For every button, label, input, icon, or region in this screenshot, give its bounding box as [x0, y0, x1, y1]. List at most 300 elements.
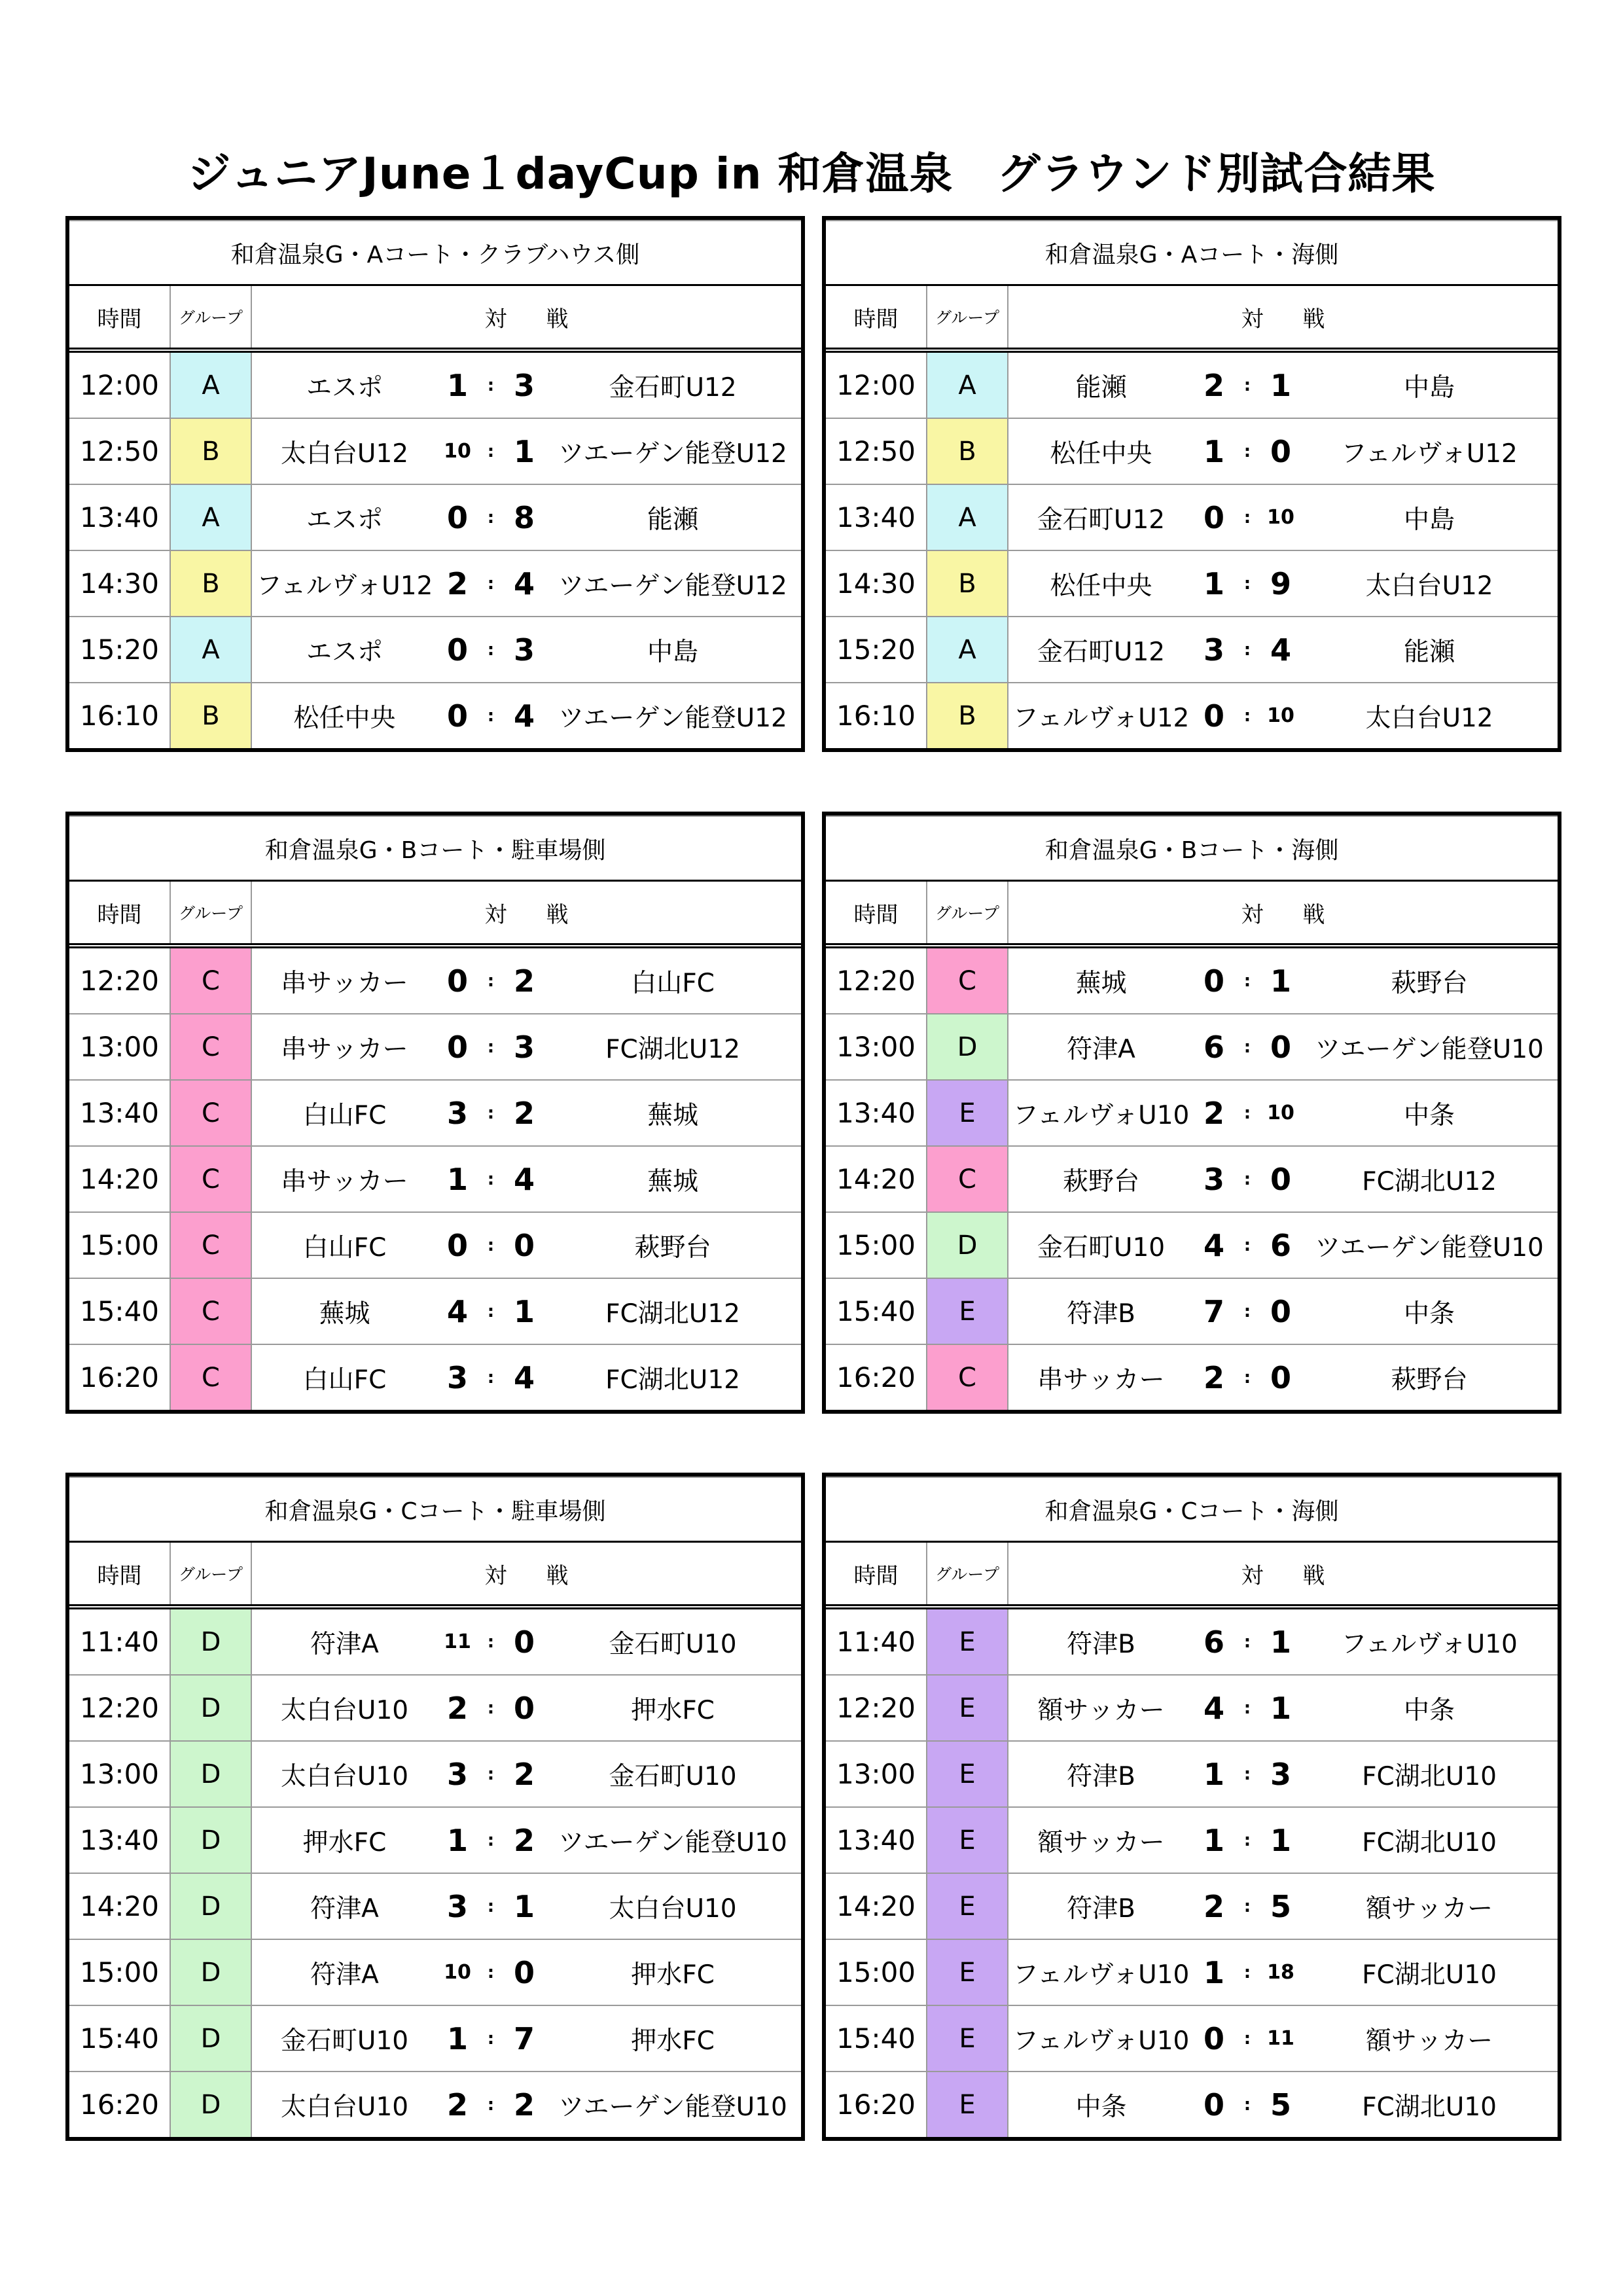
court-title: 和倉温泉G・Bコート・駐車場側: [69, 816, 801, 881]
match-row: [826, 1278, 1558, 1344]
away-team: ツエーゲン能登U10: [544, 2072, 801, 2137]
score-separator: :: [478, 1146, 504, 1212]
away-score: 1: [1260, 1675, 1301, 1741]
panel-title-row: [69, 1477, 801, 1542]
match-row: [826, 550, 1558, 617]
match-row: [826, 1212, 1558, 1278]
score-separator: :: [478, 550, 504, 617]
home-team: 中条: [1008, 2072, 1194, 2137]
match-row: [69, 2072, 801, 2137]
match-time: 16:20: [826, 2072, 927, 2137]
home-team: フェルヴォU12: [1008, 683, 1194, 748]
group-label: B: [170, 683, 251, 748]
match-row: [826, 1741, 1558, 1807]
header-time: 時間: [69, 285, 170, 351]
away-score: 2: [504, 1741, 544, 1807]
group-label: D: [170, 2005, 251, 2072]
court-title: 和倉温泉G・Cコート・海側: [826, 1477, 1558, 1542]
score-separator: :: [1234, 1873, 1260, 1939]
match-time: 16:20: [69, 2072, 170, 2137]
home-score: 0: [1194, 2005, 1234, 2072]
away-team: FC湖北U12: [544, 1344, 801, 1410]
home-team: 串サッカー: [251, 1146, 437, 1212]
home-team: 松任中央: [1008, 550, 1194, 617]
group-label: C: [927, 946, 1008, 1014]
home-team: 金石町U12: [1008, 484, 1194, 550]
score-separator: :: [478, 2005, 504, 2072]
away-team: 太白台U12: [1301, 683, 1558, 748]
home-score: 3: [437, 1741, 478, 1807]
home-team: 白山FC: [251, 1344, 437, 1410]
score-separator: :: [478, 484, 504, 550]
away-score: 3: [504, 350, 544, 418]
home-team: 白山FC: [251, 1212, 437, 1278]
group-label: C: [170, 1212, 251, 1278]
home-team: 萩野台: [1008, 1146, 1194, 1212]
home-team: 太白台U10: [251, 1741, 437, 1807]
match-row: [826, 1344, 1558, 1410]
results-table: [826, 1477, 1558, 2137]
score-separator: :: [478, 1278, 504, 1344]
away-team: 押水FC: [544, 1939, 801, 2005]
home-team: 松任中央: [251, 683, 437, 748]
home-team: 白山FC: [251, 1080, 437, 1146]
column-header-row: [69, 1542, 801, 1607]
home-score: 10: [437, 418, 478, 484]
away-score: 10: [1260, 683, 1301, 748]
away-team: 能瀬: [544, 484, 801, 550]
home-team: フェルヴォU10: [1008, 1080, 1194, 1146]
match-row: [826, 484, 1558, 550]
match-row: [826, 1080, 1558, 1146]
header-time: 時間: [826, 285, 927, 351]
group-label: E: [927, 1675, 1008, 1741]
home-team: 符津A: [251, 1607, 437, 1675]
column-header-row: [826, 285, 1558, 351]
court-panel: [65, 1473, 805, 2141]
home-score: 6: [1194, 1014, 1234, 1080]
group-label: D: [170, 1741, 251, 1807]
home-team: 金石町U12: [1008, 617, 1194, 683]
match-row: [826, 683, 1558, 748]
match-time: 15:00: [826, 1939, 927, 2005]
header-match: 対戦: [251, 285, 801, 351]
away-score: 3: [504, 617, 544, 683]
match-row: [826, 1873, 1558, 1939]
score-separator: :: [478, 1939, 504, 2005]
court-title: 和倉温泉G・Bコート・海側: [826, 816, 1558, 881]
column-header-row: [69, 881, 801, 946]
score-separator: :: [478, 1080, 504, 1146]
home-team: 串サッカー: [251, 1014, 437, 1080]
match-time: 13:00: [69, 1014, 170, 1080]
home-team: 蕪城: [1008, 946, 1194, 1014]
match-row: [69, 1080, 801, 1146]
away-score: 1: [504, 418, 544, 484]
header-group: グループ: [170, 881, 251, 946]
group-label: C: [927, 1146, 1008, 1212]
away-score: 4: [504, 1344, 544, 1410]
group-label: A: [927, 617, 1008, 683]
group-label: C: [927, 1344, 1008, 1410]
match-time: 13:40: [69, 1807, 170, 1873]
home-team: 符津A: [251, 1873, 437, 1939]
score-separator: :: [1234, 1278, 1260, 1344]
score-separator: :: [1234, 1807, 1260, 1873]
away-score: 0: [1260, 418, 1301, 484]
group-label: A: [927, 350, 1008, 418]
match-time: 14:20: [69, 1873, 170, 1939]
match-row: [69, 946, 801, 1014]
away-team: FC湖北U10: [1301, 1741, 1558, 1807]
match-time: 12:20: [69, 1675, 170, 1741]
home-score: 3: [437, 1344, 478, 1410]
match-row: [69, 1014, 801, 1080]
court-panel: [65, 216, 805, 752]
away-team: 中島: [544, 617, 801, 683]
home-score: 4: [1194, 1212, 1234, 1278]
away-team: 額サッカー: [1301, 1873, 1558, 1939]
match-time: 12:50: [826, 418, 927, 484]
away-team: 太白台U12: [1301, 550, 1558, 617]
score-separator: :: [1234, 1344, 1260, 1410]
away-score: 1: [1260, 1807, 1301, 1873]
match-time: 12:00: [69, 350, 170, 418]
match-row: [826, 1146, 1558, 1212]
group-label: B: [927, 418, 1008, 484]
score-separator: :: [478, 1675, 504, 1741]
home-score: 1: [1194, 1741, 1234, 1807]
home-team: 松任中央: [1008, 418, 1194, 484]
away-score: 2: [504, 2072, 544, 2137]
match-time: 15:00: [826, 1212, 927, 1278]
home-team: エスポ: [251, 617, 437, 683]
home-team: 串サッカー: [251, 946, 437, 1014]
home-team: 符津B: [1008, 1278, 1194, 1344]
score-separator: :: [1234, 1675, 1260, 1741]
match-row: [69, 418, 801, 484]
match-row: [826, 1939, 1558, 2005]
away-score: 0: [504, 1607, 544, 1675]
match-time: 13:00: [69, 1741, 170, 1807]
results-table: [69, 1477, 801, 2137]
court-panel: [822, 1473, 1561, 2141]
score-separator: :: [478, 1873, 504, 1939]
match-time: 13:40: [69, 1080, 170, 1146]
match-time: 13:40: [826, 484, 927, 550]
match-row: [826, 418, 1558, 484]
home-team: 押水FC: [251, 1807, 437, 1873]
away-score: 2: [504, 1807, 544, 1873]
match-row: [69, 683, 801, 748]
match-time: 11:40: [69, 1607, 170, 1675]
match-time: 13:40: [69, 484, 170, 550]
away-team: 能瀬: [1301, 617, 1558, 683]
group-label: E: [927, 2072, 1008, 2137]
group-label: B: [170, 418, 251, 484]
group-label: E: [927, 1807, 1008, 1873]
court-title: 和倉温泉G・Aコート・海側: [826, 221, 1558, 285]
away-team: 額サッカー: [1301, 2005, 1558, 2072]
match-row: [69, 484, 801, 550]
group-label: A: [170, 484, 251, 550]
home-team: 額サッカー: [1008, 1675, 1194, 1741]
court-panel: [822, 216, 1561, 752]
match-row: [69, 1939, 801, 2005]
home-score: 0: [437, 1212, 478, 1278]
group-label: D: [170, 1873, 251, 1939]
header-time: 時間: [826, 1542, 927, 1607]
group-label: E: [927, 2005, 1008, 2072]
group-label: D: [170, 1939, 251, 2005]
header-time: 時間: [69, 881, 170, 946]
header-group: グループ: [170, 1542, 251, 1607]
match-row: [69, 1741, 801, 1807]
away-score: 0: [1260, 1014, 1301, 1080]
away-score: 4: [1260, 617, 1301, 683]
match-row: [69, 1873, 801, 1939]
away-score: 0: [504, 1212, 544, 1278]
home-score: 1: [437, 1146, 478, 1212]
header-match: 対戦: [1008, 1542, 1558, 1607]
match-time: 15:40: [826, 1278, 927, 1344]
match-time: 14:20: [826, 1146, 927, 1212]
match-time: 15:20: [69, 617, 170, 683]
score-separator: :: [1234, 1014, 1260, 1080]
away-score: 1: [504, 1873, 544, 1939]
home-score: 2: [437, 550, 478, 617]
panel-title-row: [69, 816, 801, 881]
panel-title-row: [826, 221, 1558, 285]
group-label: C: [170, 1014, 251, 1080]
home-score: 3: [437, 1080, 478, 1146]
home-team: 能瀬: [1008, 350, 1194, 418]
group-label: B: [927, 550, 1008, 617]
away-team: FC湖北U10: [1301, 2072, 1558, 2137]
away-score: 10: [1260, 484, 1301, 550]
header-match: 対戦: [251, 881, 801, 946]
home-score: 2: [1194, 1344, 1234, 1410]
match-time: 16:20: [826, 1344, 927, 1410]
score-separator: :: [1234, 1939, 1260, 2005]
away-team: 萩野台: [544, 1212, 801, 1278]
match-time: 15:40: [69, 2005, 170, 2072]
match-time: 16:10: [826, 683, 927, 748]
away-team: 白山FC: [544, 946, 801, 1014]
group-label: C: [170, 946, 251, 1014]
group-label: A: [170, 350, 251, 418]
away-score: 2: [504, 946, 544, 1014]
away-score: 0: [504, 1675, 544, 1741]
home-team: エスポ: [251, 484, 437, 550]
home-score: 0: [437, 484, 478, 550]
away-team: 中条: [1301, 1278, 1558, 1344]
home-score: 0: [437, 617, 478, 683]
home-score: 2: [1194, 1873, 1234, 1939]
match-time: 12:00: [826, 350, 927, 418]
group-label: E: [927, 1939, 1008, 2005]
away-team: 蕪城: [544, 1146, 801, 1212]
home-team: エスポ: [251, 350, 437, 418]
match-time: 13:40: [826, 1807, 927, 1873]
away-score: 4: [504, 1146, 544, 1212]
score-separator: :: [478, 1212, 504, 1278]
home-score: 11: [437, 1607, 478, 1675]
group-label: E: [927, 1607, 1008, 1675]
home-score: 7: [1194, 1278, 1234, 1344]
group-label: A: [927, 484, 1008, 550]
away-team: 中条: [1301, 1080, 1558, 1146]
score-separator: :: [478, 946, 504, 1014]
match-time: 16:10: [69, 683, 170, 748]
group-label: A: [170, 617, 251, 683]
away-team: FC湖北U10: [1301, 1939, 1558, 2005]
match-time: 12:20: [69, 946, 170, 1014]
score-separator: :: [478, 1807, 504, 1873]
home-team: 金石町U10: [251, 2005, 437, 2072]
score-separator: :: [1234, 683, 1260, 748]
away-team: 萩野台: [1301, 946, 1558, 1014]
match-row: [69, 1212, 801, 1278]
match-row: [69, 550, 801, 617]
home-team: 太白台U10: [251, 1675, 437, 1741]
match-row: [69, 1344, 801, 1410]
column-header-row: [69, 285, 801, 351]
home-score: 1: [1194, 1939, 1234, 2005]
match-time: 11:40: [826, 1607, 927, 1675]
away-team: 押水FC: [544, 1675, 801, 1741]
group-label: E: [927, 1873, 1008, 1939]
away-score: 1: [504, 1278, 544, 1344]
home-score: 0: [437, 1014, 478, 1080]
match-time: 15:00: [69, 1939, 170, 2005]
score-separator: :: [1234, 617, 1260, 683]
group-label: D: [927, 1014, 1008, 1080]
header-match: 対戦: [1008, 285, 1558, 351]
home-team: フェルヴォU12: [251, 550, 437, 617]
match-time: 15:40: [69, 1278, 170, 1344]
score-separator: :: [1234, 350, 1260, 418]
group-label: D: [170, 1675, 251, 1741]
away-team: FC湖北U12: [544, 1014, 801, 1080]
match-row: [826, 946, 1558, 1014]
court-panel: [822, 812, 1561, 1414]
group-label: E: [927, 1741, 1008, 1807]
away-team: フェルヴォU10: [1301, 1607, 1558, 1675]
home-score: 4: [437, 1278, 478, 1344]
group-label: E: [927, 1278, 1008, 1344]
column-header-row: [826, 881, 1558, 946]
away-team: ツエーゲン能登U12: [544, 418, 801, 484]
away-score: 5: [1260, 1873, 1301, 1939]
match-row: [826, 1607, 1558, 1675]
header-time: 時間: [826, 881, 927, 946]
home-score: 1: [437, 2005, 478, 2072]
header-match: 対戦: [251, 1542, 801, 1607]
match-row: [826, 1807, 1558, 1873]
match-row: [826, 1014, 1558, 1080]
away-team: フェルヴォU12: [1301, 418, 1558, 484]
home-team: 額サッカー: [1008, 1807, 1194, 1873]
header-group: グループ: [927, 285, 1008, 351]
match-time: 14:30: [69, 550, 170, 617]
score-separator: :: [478, 350, 504, 418]
home-score: 0: [437, 683, 478, 748]
match-row: [826, 2072, 1558, 2137]
away-team: 中島: [1301, 484, 1558, 550]
score-separator: :: [478, 1344, 504, 1410]
match-time: 12:20: [826, 1675, 927, 1741]
away-score: 10: [1260, 1080, 1301, 1146]
score-separator: :: [478, 418, 504, 484]
away-score: 0: [1260, 1344, 1301, 1410]
group-label: C: [170, 1278, 251, 1344]
match-row: [826, 617, 1558, 683]
away-score: 7: [504, 2005, 544, 2072]
home-score: 0: [1194, 946, 1234, 1014]
away-score: 0: [504, 1939, 544, 2005]
match-row: [69, 617, 801, 683]
away-team: 中条: [1301, 1675, 1558, 1741]
away-team: FC湖北U12: [544, 1278, 801, 1344]
home-score: 0: [437, 946, 478, 1014]
score-separator: :: [478, 617, 504, 683]
group-label: E: [927, 1080, 1008, 1146]
match-time: 12:50: [69, 418, 170, 484]
away-team: ツエーゲン能登U12: [544, 683, 801, 748]
home-score: 2: [437, 1675, 478, 1741]
score-separator: :: [1234, 1146, 1260, 1212]
panel-title-row: [69, 221, 801, 285]
match-row: [69, 1146, 801, 1212]
group-label: C: [170, 1080, 251, 1146]
panel-title-row: [826, 1477, 1558, 1542]
group-label: B: [927, 683, 1008, 748]
home-team: フェルヴォU10: [1008, 1939, 1194, 2005]
away-score: 18: [1260, 1939, 1301, 2005]
score-separator: :: [1234, 1607, 1260, 1675]
away-team: ツエーゲン能登U10: [1301, 1212, 1558, 1278]
match-time: 12:20: [826, 946, 927, 1014]
away-team: FC湖北U12: [1301, 1146, 1558, 1212]
match-time: 15:00: [69, 1212, 170, 1278]
score-separator: :: [478, 1741, 504, 1807]
results-table: [826, 816, 1558, 1410]
away-score: 5: [1260, 2072, 1301, 2137]
match-time: 14:30: [826, 550, 927, 617]
header-group: グループ: [170, 285, 251, 351]
match-row: [826, 350, 1558, 418]
away-team: FC湖北U10: [1301, 1807, 1558, 1873]
match-time: 15:20: [826, 617, 927, 683]
away-score: 11: [1260, 2005, 1301, 2072]
home-score: 1: [1194, 1807, 1234, 1873]
home-score: 1: [437, 1807, 478, 1873]
match-row: [69, 1607, 801, 1675]
header-time: 時間: [69, 1542, 170, 1607]
score-separator: :: [1234, 1080, 1260, 1146]
away-team: 金石町U12: [544, 350, 801, 418]
home-score: 3: [1194, 1146, 1234, 1212]
away-team: 押水FC: [544, 2005, 801, 2072]
results-table: [69, 816, 801, 1410]
column-header-row: [826, 1542, 1558, 1607]
match-row: [826, 2005, 1558, 2072]
home-score: 6: [1194, 1607, 1234, 1675]
home-score: 2: [437, 2072, 478, 2137]
home-score: 10: [437, 1939, 478, 2005]
away-score: 2: [504, 1080, 544, 1146]
